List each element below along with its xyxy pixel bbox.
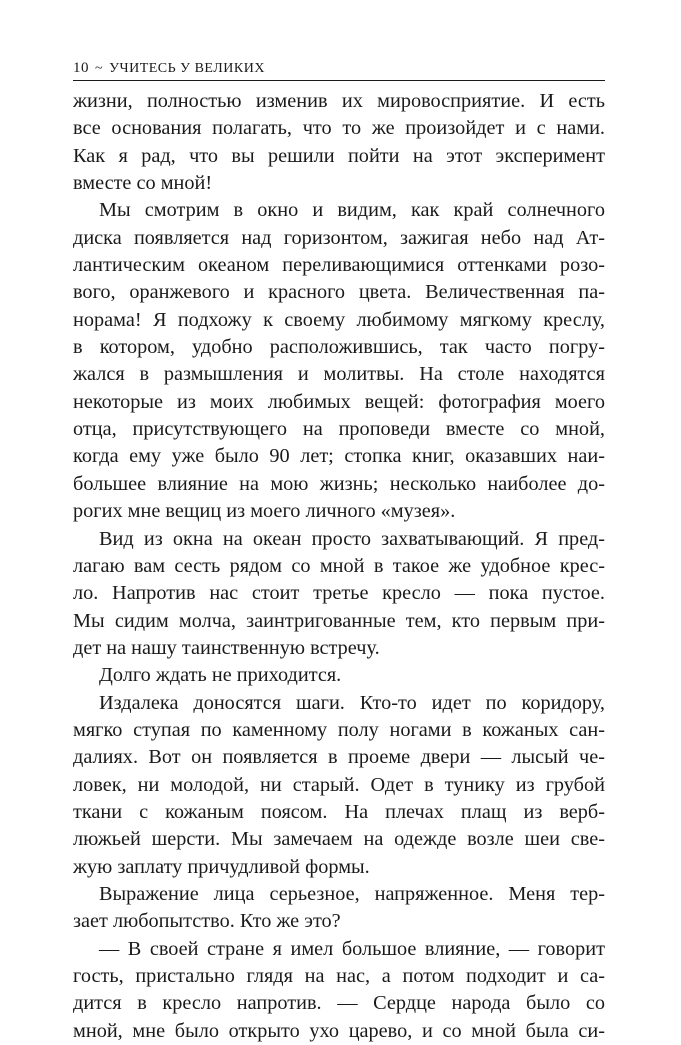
- text-line: ловек, ни молодой, ни старый. Одет в тунику из грубой: [73, 773, 605, 796]
- text-line: Вид из окна на океан просто захватывающий. Я пред-: [99, 527, 605, 550]
- text-line: лантическим океаном переливающимися оттенками розо-: [73, 254, 605, 277]
- text-line: норама! Я подхожу к своему любимому мягкому креслу,: [73, 308, 605, 331]
- text-line: ло. Напротив нас стоит третье кресло — пока пустое.: [73, 582, 605, 605]
- text-line: зает любопытство. Кто же это?: [73, 910, 341, 933]
- text-line: жался в размышления и молитвы. На столе находятся: [73, 363, 605, 386]
- text-line: жизни, полностью изменив их мировосприятие. И есть: [73, 90, 605, 112]
- text-line: мягко ступая по каменному полу ногами в кожаных сан-: [73, 718, 605, 741]
- text-line: Мы сидим молча, заинтригованные тем, кто первым при-: [73, 609, 605, 632]
- book-title: УЧИТЕСЬ У ВЕЛИКИХ: [109, 61, 265, 76]
- text-line: Долго ждать не приходится.: [99, 664, 342, 687]
- text-line: дится в кресло напротив. — Сердце народа было со: [73, 992, 605, 1015]
- text-line: все основания полагать, что то же произойдет и с нами.: [73, 117, 605, 140]
- header-separator: ~: [95, 61, 104, 76]
- text-line: люжьей шерсти. Мы замечаем на одежде возле шеи све-: [73, 828, 605, 851]
- header-rule: [73, 80, 605, 81]
- body-text: [73, 88, 605, 1045]
- text-line: далиях. Вот он появляется в проеме двери — лысый че-: [73, 746, 605, 769]
- text-line: Выражение лица серьезное, напряженное. Меня тер-: [99, 882, 605, 905]
- text-line: Издалека доносятся шаги. Кто-то идет по коридору,: [99, 691, 605, 714]
- text-line: дет на нашу таинственную встречу.: [73, 636, 380, 659]
- text-line: Мы смотрим в окно и видим, как край солнечного: [99, 199, 605, 222]
- text-line: — В своей стране я имел большое влияние, — говорит: [99, 937, 605, 960]
- text-line: ткани с кожаным поясом. На плечах плащ из верб-: [73, 800, 605, 823]
- text-line: вого, оранжевого и красного цвета. Величественная па-: [73, 281, 605, 304]
- text-line: лагаю вам сесть рядом со мной в такое же удобное крес-: [73, 554, 605, 577]
- text-line: отца, присутствующего на проповеди вместе со мной,: [73, 418, 605, 441]
- text-line: мной, мне было открыто ухо царево, и со мной была си-: [73, 1019, 605, 1042]
- text-line: рогих мне вещиц из моего личного «музея».: [73, 500, 456, 523]
- text-line: Как я рад, что вы решили пойти на этот эксперимент: [73, 144, 605, 167]
- text-line: некоторые из моих любимых вещей: фотография моего: [73, 390, 605, 413]
- text-line: гость, пристально глядя на нас, а потом подходит и са-: [73, 965, 605, 987]
- text-line: диска появляется над горизонтом, зажигая небо над Ат-: [73, 226, 605, 249]
- running-head: [73, 56, 605, 80]
- text-line: большее влияние на мою жизнь; несколько наиболее до-: [73, 472, 605, 495]
- text-line: когда ему уже было 90 лет; стопка книг, оказавших наи-: [73, 445, 605, 468]
- text-line: жую заплату причудливой формы.: [73, 855, 370, 878]
- text-line: в котором, удобно расположившись, так часто погру-: [73, 336, 605, 359]
- text-line: вместе со мной!: [73, 172, 213, 195]
- page-number: 10: [73, 60, 89, 76]
